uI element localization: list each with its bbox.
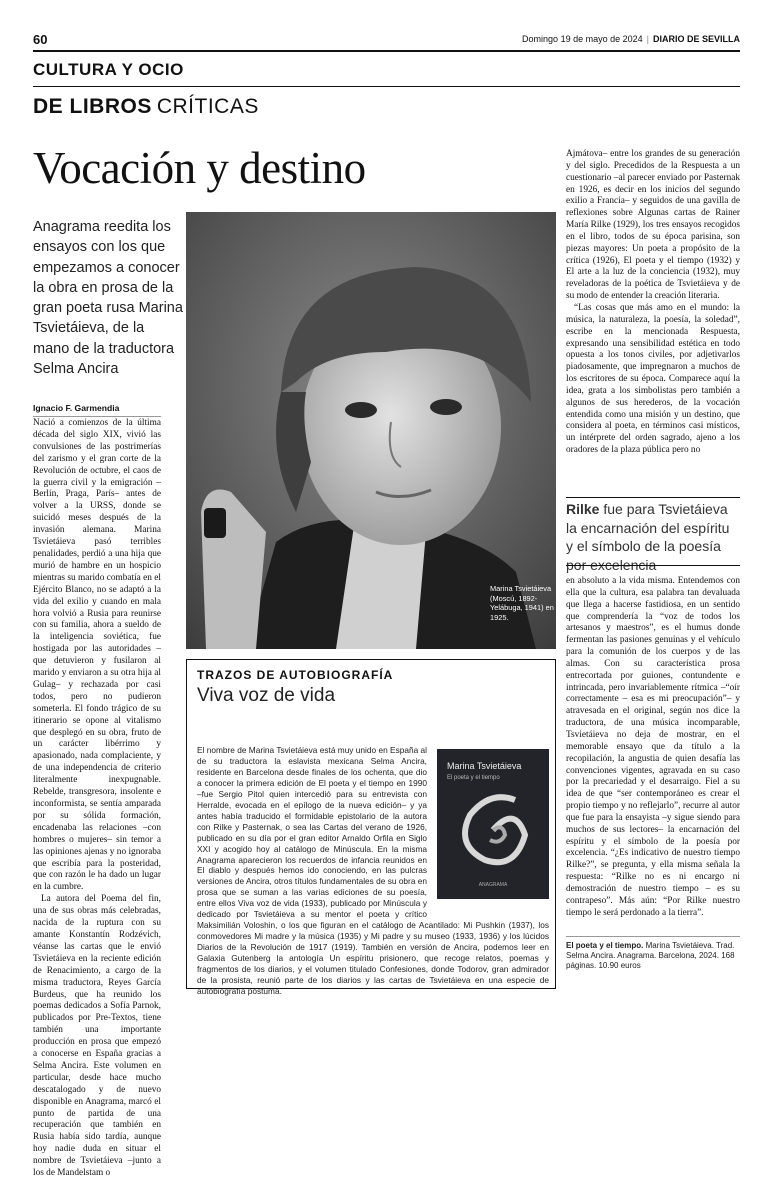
article-column-left (33, 418, 161, 1179)
issue-date: Domingo 19 de mayo de 2024 (522, 34, 643, 44)
book-cover-title: El poeta y el tiempo (447, 775, 500, 781)
swirl-icon (445, 785, 541, 875)
sidebar-heading: TRAZOS DE AUTOBIOGRAFÍA (197, 668, 394, 682)
paragraph: Ajmátova– entre los grandes de su generación y del siglo. Precedidos de la Respuesta a un cuestionario –al parecer enviado por Pasternak en 1926, es decir en los inicios del segundo exilio a Francia– y seguidos de una gavilla de reflexiones sobre Algunas cartas de Rainer María Rilke (1929), los tres ensayos recogidos en el libro, todos de su época parisina, son piezas mayores: Un poeta a propósito de la crítica (1926), El poeta y el tiempo (1932) y El arte a la luz de la conciencia (1932), muy reveladoras de la poética de Tsvietáieva y de su modo de entender la creación literaria. (566, 149, 740, 302)
book-info-title: El poeta y el tiempo. (566, 941, 644, 950)
book-cover (437, 749, 549, 899)
article-column-right-top (566, 149, 740, 494)
book-cover-container (437, 749, 549, 909)
article-headline: Vocación y destino (33, 143, 366, 193)
paragraph: Nació a comienzos de la última década del siglo XIX, vivió las convulsiones de las postrimerías del zarismo y el gran corte de la Revolución de octubre, el caos de la guerra civil y la emigración –Berlín, Praga, París– antes de volver a la URSS, donde se suicidó meses después de la invasión alemana. Marina Tsvietáieva pasó terribles penalidades, perdió a una hija que murió de hambre en un hospicio mientras su marido combatía en el Ejército Blanco, no se adaptó a la vida del exilio y cuando en mala hora volvió a Rusia para reunirse con su familia, ahora a sueldo de la inteligencia soviética, fue hostigada por las autoridades –que detuvieron y fusilaron al marido y enviaron a su otra hija al Gulag– y rechazada por casi todos, pero no pudieron someterla. El fondo trágico de su itinerario se opone al vitalismo que desplegó en su obra, fruto de un carácter libérrimo y apasionado, nada complaciente, y de una independencia de criterio literalmente inexpugnable. Rebelde, transgresora, insolente e inconformista, se sentía amparada por su sólida formación, encadenaba las relaciones –con hombres o mujeres– sin temor a las opiniones ajenas y no ignoraba que escribía para la posteridad, que con razón le ha dado un lugar en la cumbre. (33, 418, 161, 893)
photo-caption: Marina Tsvietáieva (Moscú, 1892-Yelábuga, 1941) en 1925. (490, 584, 554, 622)
sidebar-body (197, 745, 549, 996)
book-cover-publisher: ANAGRAMA (478, 882, 508, 889)
page-header (33, 30, 740, 52)
subsection-bold: DE LIBROS (33, 95, 152, 118)
subsection-title (33, 95, 259, 119)
article-byline: Ignacio F. Garmendia (33, 403, 161, 417)
article-column-right-bottom: en absoluto a la vida misma. Entendemos con ella que la cultura, esa palabra tan devaluada que llega a hacerse fastidiosa, en un sentido que comprendería la “voz de todos los artesanos y maestros”, es el humus donde fermentan las pasiones genuinas y el vehículo para la comunión de los cuerpos y de las almas. Con su característica prosa entrecortada por guiones, contundente e intrincada, pero invariablemente rítmica –“oír correctamente – esa es mi preocupación”– y atravesada en el original, según nos dice la traductora, de una música incomparable, Tsvietáieva no deja de mostrar, en el memorable ensayo que da título a la recopilación, la angustia de quien desafía las convenciones vigentes, agravada en su caso por la precariedad y el desarraigo. Fiel a su idea de que “ser contemporáneo es crear el propio tiempo y no reflejarlo”, recurre al autor que fue para la ensayista –y sigue siendo para muchos de sus lectores– la encarnación del espíritu y el símbolo de la poesía por excelencia. “¿Es indicativo de nuestro tiempo Rilke?”, se pregunta, y ella misma señala la respuesta: “Rilke no es ni encargo ni demostración de nuestro tiempo – es su contrapeso”. Más aún: “Por Rilke nuestro tiempo le será perdonado a la tierra”. (566, 576, 740, 918)
book-info-details: Marina Tsvietáieva. Trad. Selma Ancira. Anagrama. Barcelona, 2024. 168 páginas. 10.90 euros (566, 941, 735, 970)
book-info (566, 936, 740, 971)
sidebar-body-text: El nombre de Marina Tsvietáieva está muy unido en España al de su traductora la eslavista mexicana Selma Ancira, residente en Barcelona desde finales de los ochenta, que dio a conocer la primera edición de El poeta y el tiempo en 1990 –fue Sergio Pitol quien intercedió para su entrevista con Herralde, evocada en el epílogo de la nueva edición– y ya antes había traducido el formidable epistolario de la autora con Rilke y Pasternak, o sea las Cartas del verano de 1926, publicado en su día por el gran editor Arnaldo Orfila en Siglo XXI y acogido hoy al catálogo de Minúscula. En la misma Anagrama aparecieron los recuerdos de infancia reunidos en El diablo y después hemos ido conociendo, en las pulcras versiones de Ancira, otros títulos fundamentales de su obra en prosa que se suman a las varias ediciones de su poesía, entre ellos Viva voz de vida (1933), publicado por Minúscula y dedicado por Tsvietáieva a su mentor el poeta y crítico Maksimilián Voloshin, o los que figuran en el catálogo de Acantilado: Mi Pushkin (1937), los conmovedores Mi madre y la música (1935) y Mi padre y su museo (1933, 1936) y los lúcidos Diarios de la Revolución de 1917 (1919). También en versión de Ancira, podemos leer en Galaxia Gutenberg la antología Un espíritu prisionero, que recoge relatos, poemas y fragmentos de los diarios, y el volumen titulado Confesiones, donde Todorov, gran admirador de la prosista, reunió parte de los diarios y las cartas de Tsvietáieva en una especie de autobiografía póstuma. (197, 745, 549, 996)
newspaper-name: DIARIO DE SEVILLA (652, 34, 740, 44)
article-deck: Anagrama reedita los ensayos con los que empezamos a conocer la obra en prosa de la gran poeta rusa Marina Tsvietáieva, de la mano de la traductora Selma Ancira (33, 219, 183, 378)
sidebar-title: Viva voz de vida (197, 685, 336, 706)
sidebar-box (186, 659, 556, 996)
paragraph: La autora del Poema del fin, una de sus obras más celebradas, nacida de la ruptura con su amante Konstantín Rodzévich, véanse las cartas que le envió Tsvietáieva en la reciente edición de Renacimiento, a cargo de la misma traductora, Reyes García Burdeus, que ha reunido los poemas dedicados a Sofía Parnok, publicados por Pre-Textos, tiene también una importante producción en prosa que empezó a conocerse en España gracias a Selma Ancira. Este volumen en particular, desde hace mucho descatalogado y de nuevo disponible en Anagrama, marcó el punto de partida de una recuperación que también en Rusia había sido tardía, aunque hoy nadie duda en situar el nombre de Tsvietáieva –junto a los de Mandelstam o (33, 894, 161, 1179)
pull-quote-bold: Rilke (566, 501, 600, 517)
paragraph: “Las cosas que más amo en el mundo: la música, la naturaleza, la poesía, la soledad”, escribe en la mencionada Respuesta, expresando una sensibilidad estética en todo opuesta a los tonos civiles, por adjetivarlos piadosamente, que impregnaron a muchos de los escritores de su época. Comparece aquí la idea, grata a los simbolistas pero también a algunos de sus herederos, de la vocación entendida como una misión y un destino, que considera al poeta, en términos casi místicos, un intérprete del orden sagrado, ajeno a los oradores de la plaza pública pero no (566, 302, 740, 456)
subsection-light: CRÍTICAS (156, 95, 259, 118)
header-info: Domingo 19 de mayo de 2024 | DIARIO DE SEVILLA (522, 34, 740, 44)
page-number: 60 (33, 32, 48, 47)
pull-quote (566, 497, 740, 574)
pull-quote-divider (566, 565, 740, 566)
section-divider (33, 86, 740, 87)
section-title: CULTURA Y OCIO (33, 60, 184, 79)
book-cover-author: Marina Tsvietáieva (447, 761, 522, 771)
pull-quote-text: fue para Tsvietáieva la encarnación del espíritu y el símbolo de la poesía por excelencia (566, 501, 730, 573)
